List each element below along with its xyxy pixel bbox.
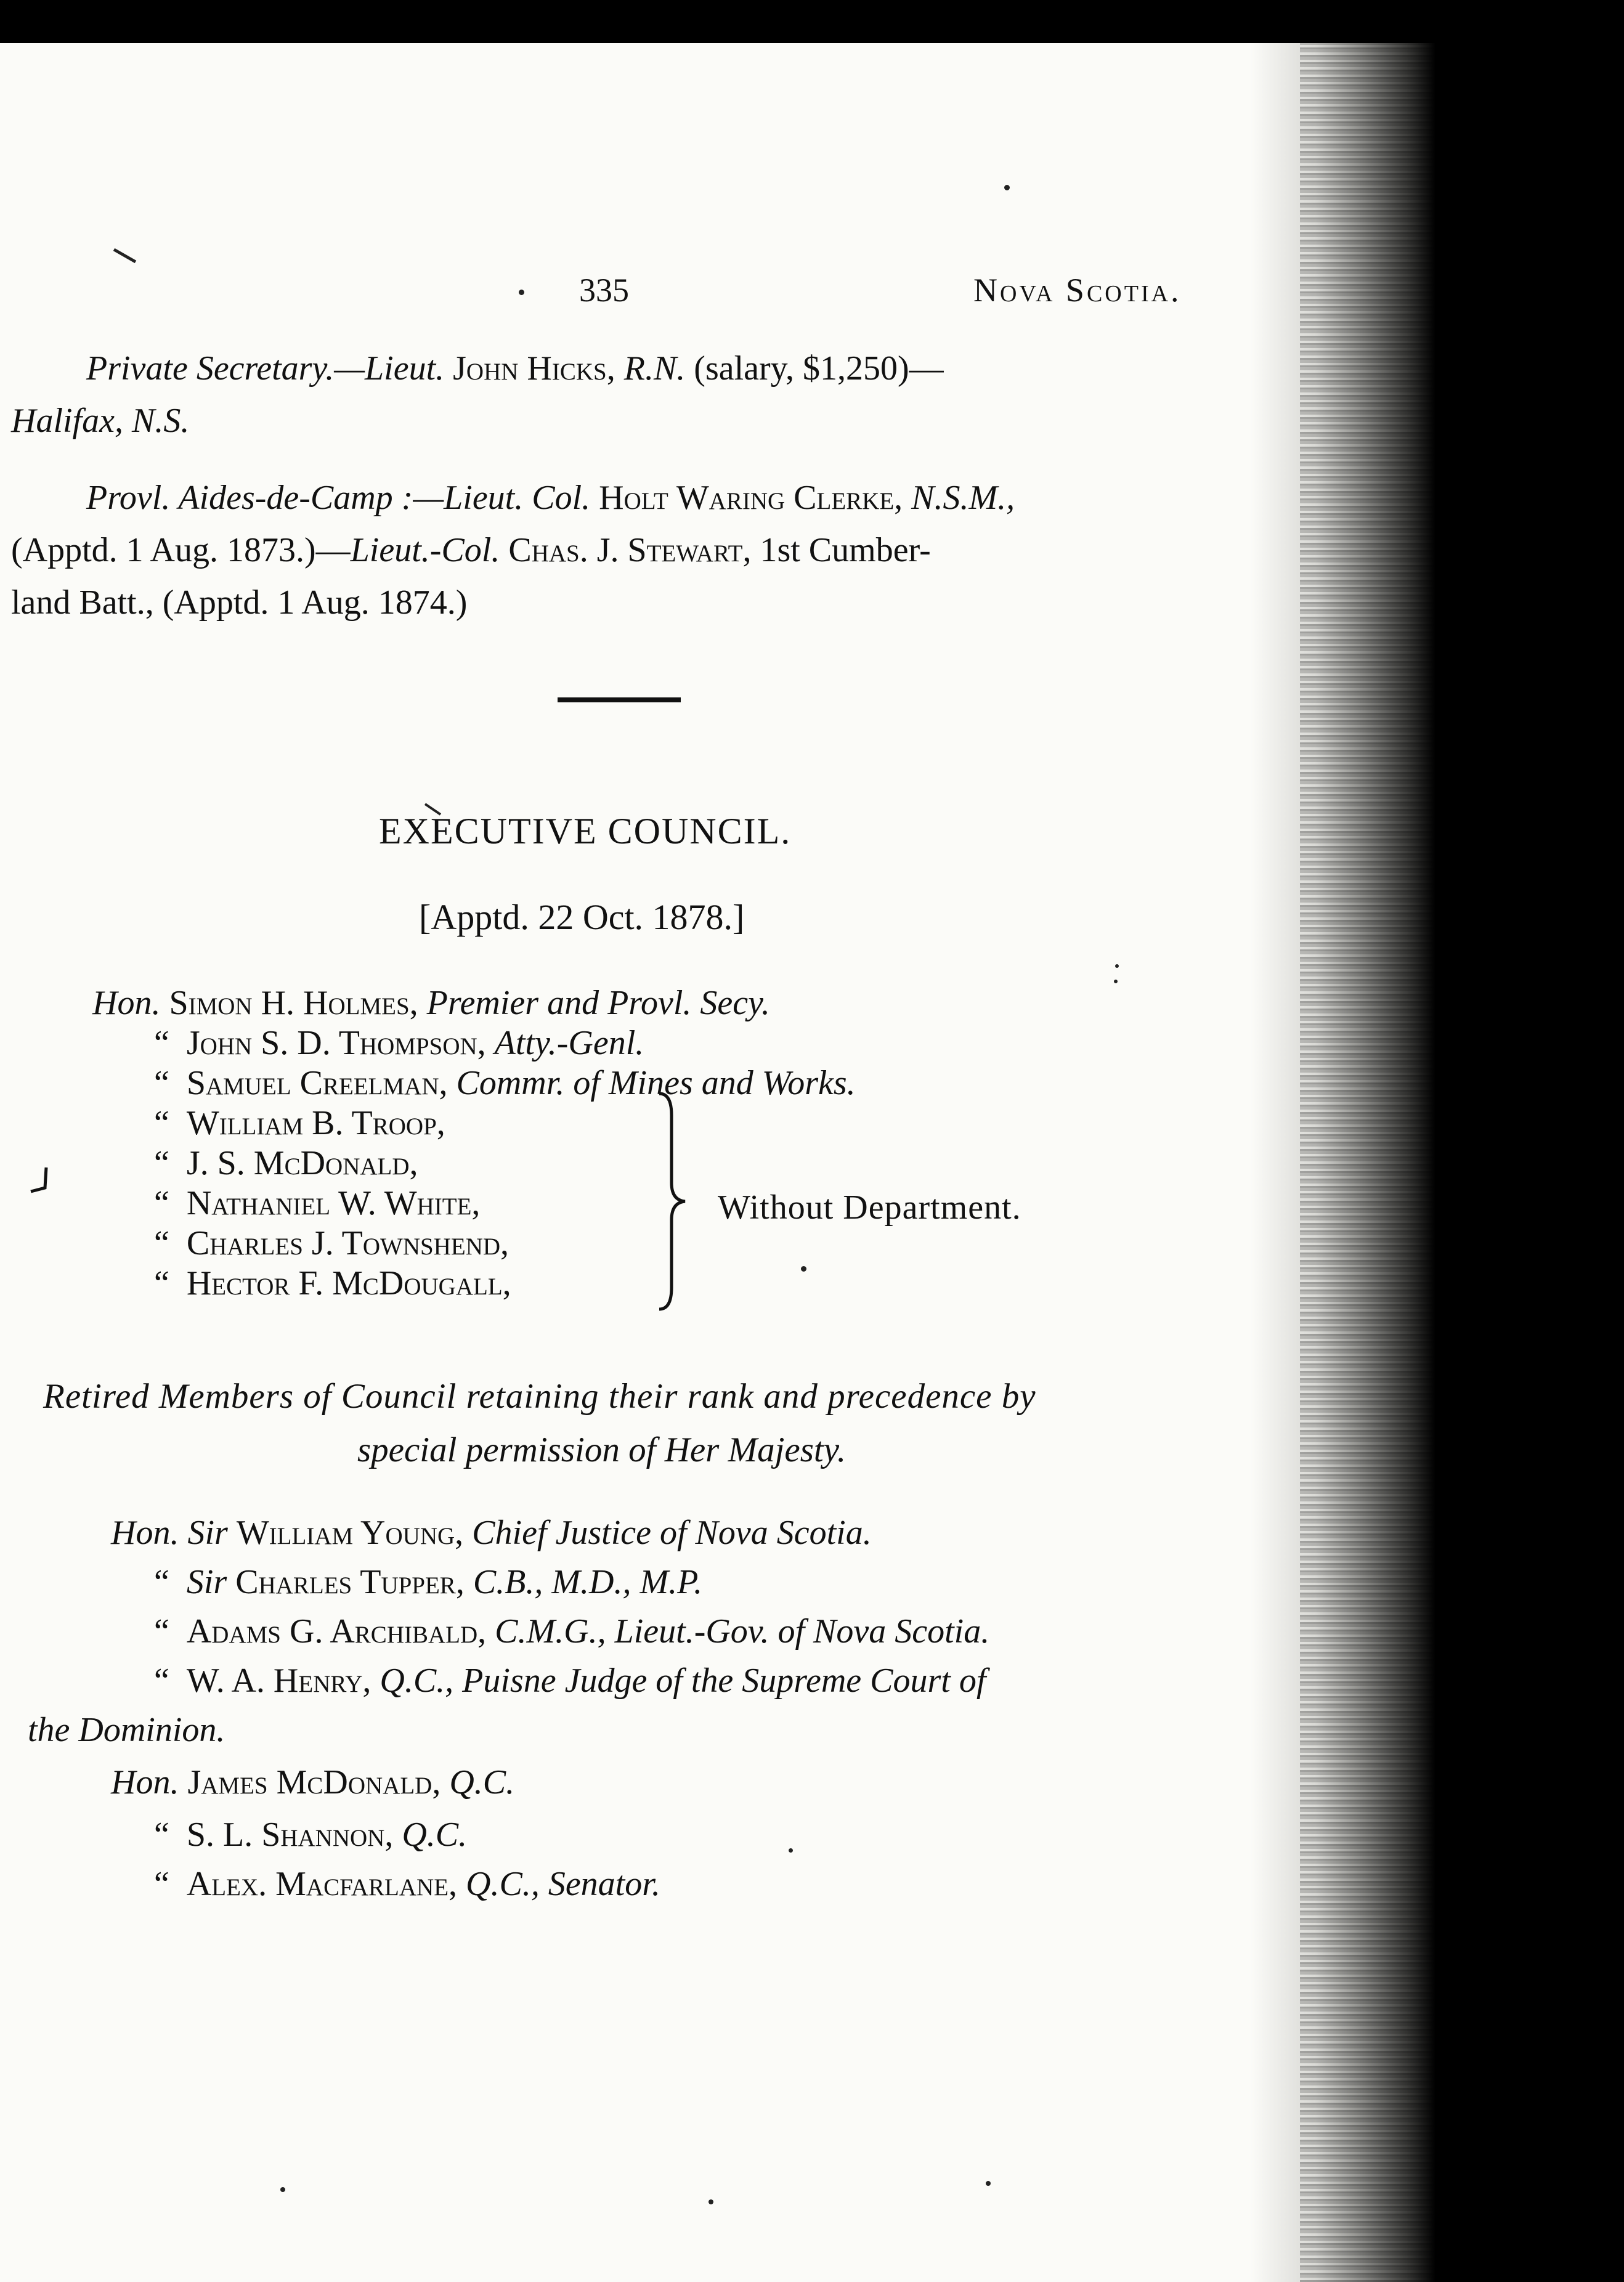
council-member-3: “ Samuel Creelman, Commr. of Mines and Works. bbox=[154, 1064, 856, 1102]
stray-mark bbox=[519, 290, 524, 295]
stray-mark bbox=[1004, 185, 1010, 190]
stray-mark bbox=[1115, 964, 1119, 968]
retired-member-4: “ W. A. Henry, Q.C., Puisne Judge of the Supreme Court of bbox=[154, 1662, 986, 1700]
retired-member-5: Hon. James McDonald, Q.C. bbox=[111, 1763, 515, 1801]
retired-heading-line-2: special permission of Her Majesty. bbox=[357, 1431, 847, 1469]
section-rule bbox=[558, 697, 681, 702]
executive-council-date: [Apptd. 22 Oct. 1878.] bbox=[419, 897, 745, 937]
retired-member-2: “ Sir Charles Tupper, C.B., M.D., M.P. bbox=[154, 1563, 703, 1601]
brace-icon bbox=[653, 1090, 696, 1312]
page-edge-texture bbox=[1300, 43, 1435, 2282]
ink-mark bbox=[28, 1164, 52, 1195]
council-member-2: “ John S. D. Thompson, Atty.-Genl. bbox=[154, 1024, 644, 1062]
without-department-label: Without Department. bbox=[718, 1188, 1021, 1227]
retired-member-6: “ S. L. Shannon, Q.C. bbox=[154, 1816, 468, 1854]
stray-mark bbox=[801, 1266, 806, 1272]
aides-de-camp-line-3: land Batt., (Apptd. 1 Aug. 1874.) bbox=[11, 583, 468, 622]
stray-mark bbox=[280, 2187, 285, 2192]
council-member-5: “ J. S. McDonald, bbox=[154, 1144, 418, 1182]
retired-member-7: “ Alex. Macfarlane, Q.C., Senator. bbox=[154, 1865, 660, 1903]
council-member-4: “ William B. Troop, bbox=[154, 1104, 445, 1142]
running-title: Nova Scotia. bbox=[973, 272, 1182, 309]
council-member-8: “ Hector F. McDougall, bbox=[154, 1264, 511, 1302]
scanned-page bbox=[0, 43, 1435, 2282]
retired-member-3: “ Adams G. Archibald, C.M.G., Lieut.-Gov. of Nova Scotia. bbox=[154, 1612, 990, 1651]
page-number: 335 bbox=[579, 272, 629, 309]
executive-council-title: EXECUTIVE COUNCIL. bbox=[379, 811, 792, 851]
stray-mark bbox=[986, 2181, 991, 2186]
stray-mark bbox=[1114, 980, 1118, 983]
ink-mark bbox=[422, 801, 447, 819]
council-member-1: Hon. Simon H. Holmes, Premier and Provl. Secy. bbox=[92, 984, 770, 1022]
stray-mark bbox=[789, 1848, 793, 1853]
council-member-6: “ Nathaniel W. White, bbox=[154, 1184, 481, 1222]
aides-de-camp-line-2: (Apptd. 1 Aug. 1873.)—Lieut.-Col. Chas. J. Stewart, 1st Cumber- bbox=[11, 531, 931, 569]
retired-heading-line-1: Retired Members of Council retaining their rank and precedence by bbox=[43, 1377, 1036, 1416]
private-secretary-line-2: Halifax, N.S. bbox=[11, 402, 190, 440]
private-secretary-line-1: Private Secretary.—Lieut. John Hicks, R.N. (salary, $1,250)— bbox=[86, 349, 944, 388]
retired-member-4-continuation: the Dominion. bbox=[28, 1711, 225, 1749]
stray-mark bbox=[708, 2199, 713, 2204]
aides-de-camp-line-1: Provl. Aides-de-Camp :—Lieut. Col. Holt Waring Clerke, N.S.M., bbox=[86, 479, 1015, 517]
ink-mark bbox=[111, 246, 142, 265]
council-member-7: “ Charles J. Townshend, bbox=[154, 1224, 510, 1262]
retired-member-1: Hon. Sir William Young, Chief Justice of Nova Scotia. bbox=[111, 1514, 872, 1552]
